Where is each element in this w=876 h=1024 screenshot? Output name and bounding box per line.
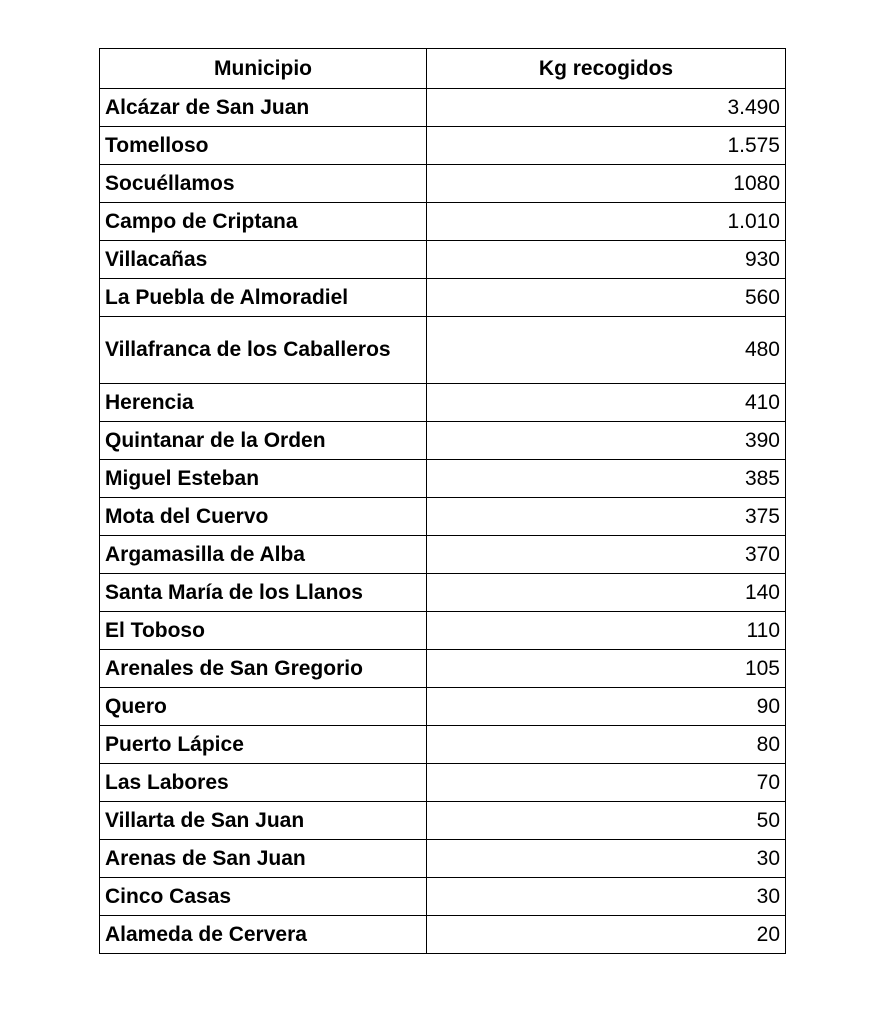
kg-cell: 370: [427, 536, 786, 574]
table-row: [100, 536, 786, 574]
municipio-cell: Puerto Lápice: [100, 726, 427, 764]
table-row: [100, 764, 786, 802]
kg-cell: 105: [427, 650, 786, 688]
municipio-cell: Miguel Esteban: [100, 460, 427, 498]
table-row: [100, 384, 786, 422]
table-row: [100, 916, 786, 954]
kg-cell: 930: [427, 241, 786, 279]
municipio-cell: Cinco Casas: [100, 878, 427, 916]
table-row: [100, 241, 786, 279]
municipio-cell: Quero: [100, 688, 427, 726]
kg-cell: 3.490: [427, 89, 786, 127]
kg-cell: 50: [427, 802, 786, 840]
table-row: [100, 878, 786, 916]
table-row: [100, 726, 786, 764]
municipio-cell: Quintanar de la Orden: [100, 422, 427, 460]
table-row: [100, 612, 786, 650]
kg-cell: 385: [427, 460, 786, 498]
kg-cell: 30: [427, 840, 786, 878]
table-body: [100, 89, 786, 954]
kg-cell: 560: [427, 279, 786, 317]
kg-cell: 1.575: [427, 127, 786, 165]
municipio-cell: Villacañas: [100, 241, 427, 279]
municipio-cell: Arenas de San Juan: [100, 840, 427, 878]
table-header: [100, 49, 786, 89]
municipio-cell: Herencia: [100, 384, 427, 422]
municipio-cell: Alcázar de San Juan: [100, 89, 427, 127]
municipio-cell: La Puebla de Almoradiel: [100, 279, 427, 317]
municipio-cell: Las Labores: [100, 764, 427, 802]
table-row: [100, 422, 786, 460]
header-municipio: Municipio: [100, 49, 427, 89]
municipio-cell: Santa María de los Llanos: [100, 574, 427, 612]
table-row: [100, 802, 786, 840]
kg-cell: 1080: [427, 165, 786, 203]
kg-cell: 30: [427, 878, 786, 916]
table-row: [100, 650, 786, 688]
kg-cell: 480: [427, 317, 786, 384]
table-row: [100, 127, 786, 165]
table-row: [100, 89, 786, 127]
table-row: [100, 840, 786, 878]
kg-cell: 375: [427, 498, 786, 536]
municipio-cell: Mota del Cuervo: [100, 498, 427, 536]
kg-cell: 80: [427, 726, 786, 764]
kg-cell: 410: [427, 384, 786, 422]
table-row: [100, 574, 786, 612]
municipio-cell: Argamasilla de Alba: [100, 536, 427, 574]
municipio-cell: Campo de Criptana: [100, 203, 427, 241]
table-row: [100, 165, 786, 203]
municipio-cell: Villarta de San Juan: [100, 802, 427, 840]
municipio-cell: Villafranca de los Caballeros: [100, 317, 427, 384]
header-row: [100, 49, 786, 89]
kg-cell: 110: [427, 612, 786, 650]
header-kg: Kg recogidos: [427, 49, 786, 89]
kg-cell: 20: [427, 916, 786, 954]
kg-cell: 390: [427, 422, 786, 460]
municipio-cell: Alameda de Cervera: [100, 916, 427, 954]
table-row: [100, 688, 786, 726]
kg-cell: 90: [427, 688, 786, 726]
kg-cell: 140: [427, 574, 786, 612]
kg-cell: 70: [427, 764, 786, 802]
table-row: [100, 317, 786, 384]
collection-table: [99, 48, 786, 954]
table-row: [100, 498, 786, 536]
municipio-cell: Tomelloso: [100, 127, 427, 165]
municipio-cell: Socuéllamos: [100, 165, 427, 203]
table-row: [100, 460, 786, 498]
table-row: [100, 203, 786, 241]
table-row: [100, 279, 786, 317]
municipio-cell: Arenales de San Gregorio: [100, 650, 427, 688]
municipio-cell: El Toboso: [100, 612, 427, 650]
kg-cell: 1.010: [427, 203, 786, 241]
